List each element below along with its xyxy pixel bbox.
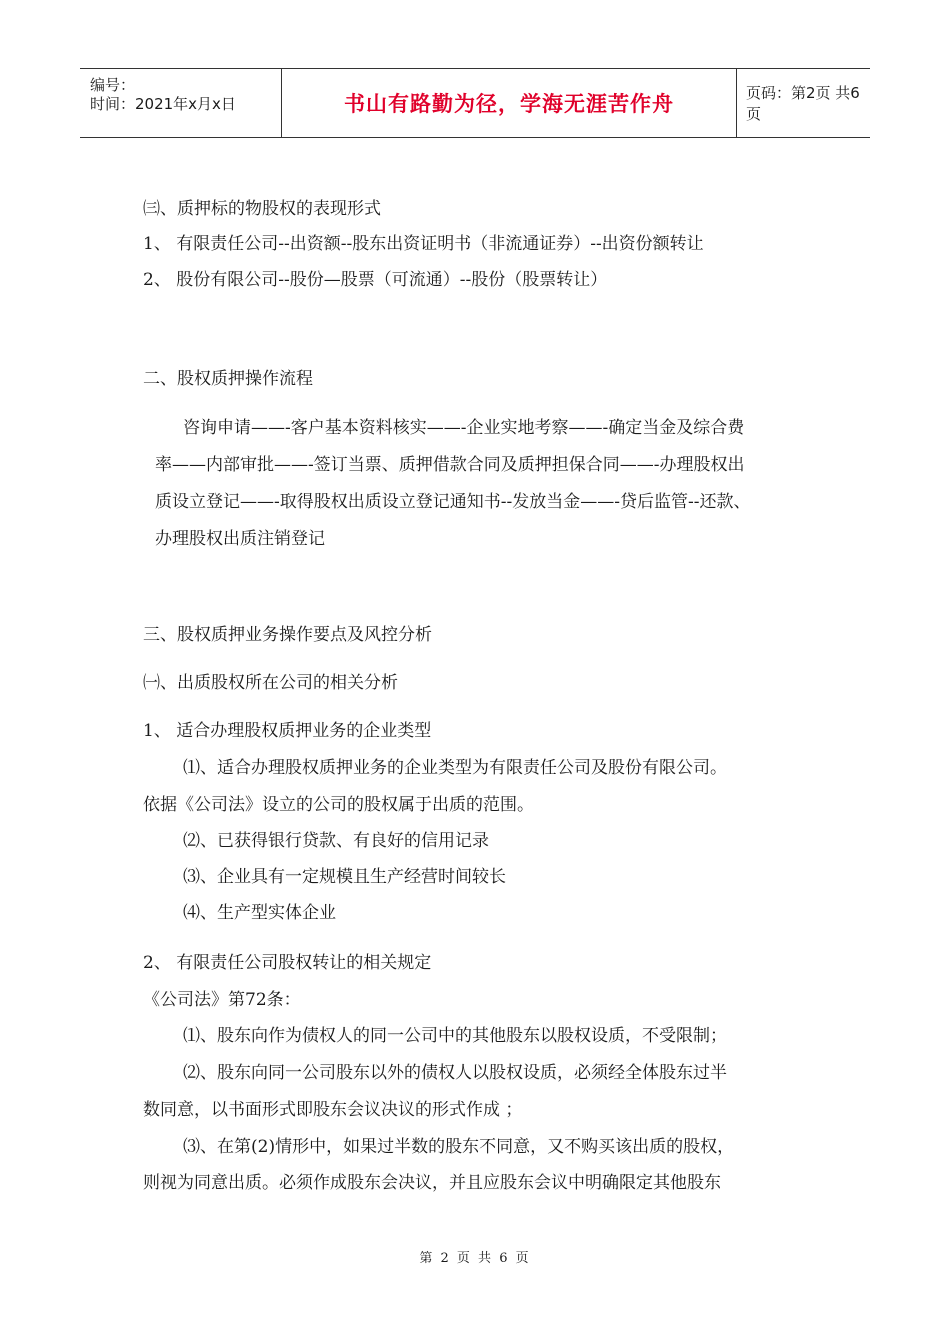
document-number-label: 编号： — [90, 76, 136, 94]
subsection-heading: ㈠、出质股权所在公司的相关分析 — [143, 673, 398, 693]
paragraph-line: 质设立登记——-取得股权出质设立登记通知书--发放当金——-贷后监管--还款、 — [155, 492, 751, 512]
list-item: ⑵、已获得银行贷款、有良好的信用记录 — [183, 831, 489, 851]
list-item: ⑶、企业具有一定规模且生产经营时间较长 — [183, 867, 506, 887]
section-heading: 二、股权质押操作流程 — [143, 369, 313, 389]
list-item: 2、 有限责任公司股权转让的相关规定 — [143, 953, 432, 973]
header-meta — [80, 69, 280, 137]
list-item: 1、 适合办理股权质押业务的企业类型 — [143, 721, 432, 741]
paragraph-line: 《公司法》第72条： — [143, 990, 301, 1010]
header-motto: 书山有路勤为径，学海无涯苦作舟 — [344, 92, 674, 116]
paragraph-line: 办理股权出质注销登记 — [155, 529, 325, 549]
paragraph-line: 数同意，以书面形式即股东会议决议的形式作成 ； — [143, 1100, 523, 1120]
section-heading: ㈢、质押标的物股权的表现形式 — [143, 199, 381, 219]
paragraph-line: 依据《公司法》设立的公司的股权属于出质的范围。 — [143, 795, 534, 815]
paragraph-line: 则视为同意出质。必须作成股东会决议，并且应股东会议中明确限定其他股东 — [143, 1173, 721, 1193]
section-heading: 三、股权质押业务操作要点及风控分析 — [143, 625, 432, 645]
list-item: 1、 有限责任公司--出资额--股东出资证明书（非流通证券）--出资份额转让 — [143, 234, 704, 254]
paragraph-line: ⑵、股东向同一公司股东以外的债权人以股权设质，必须经全体股东过半 — [183, 1063, 727, 1083]
header-divider — [736, 69, 737, 137]
page-footer: 第 2 页 共 6 页 — [419, 1251, 531, 1266]
paragraph-line: ⑶、在第(2)情形中，如果过半数的股东不同意，又不购买该出质的股权， — [183, 1137, 735, 1157]
paragraph-line: 咨询申请——-客户基本资料核实——-企业实地考察——-确定当金及综合费 — [183, 418, 745, 438]
list-item: ⑴、股东向作为债权人的同一公司中的其他股东以股权设质，不受限制； — [183, 1026, 727, 1046]
paragraph-line: ⑴、适合办理股权质押业务的企业类型为有限责任公司及股份有限公司。 — [183, 758, 727, 778]
document-time-label: 时间：2021年x月x日 — [90, 95, 236, 113]
header-page-info: 页码：第2页 共6页 — [746, 84, 860, 123]
document-header — [80, 68, 870, 138]
paragraph-line: 率——内部审批——-签订当票、质押借款合同及质押担保合同——-办理股权出 — [155, 455, 745, 475]
list-item: ⑷、生产型实体企业 — [183, 903, 336, 923]
list-item: 2、 股份有限公司--股份—股票（可流通）--股份（股票转让） — [143, 270, 608, 290]
